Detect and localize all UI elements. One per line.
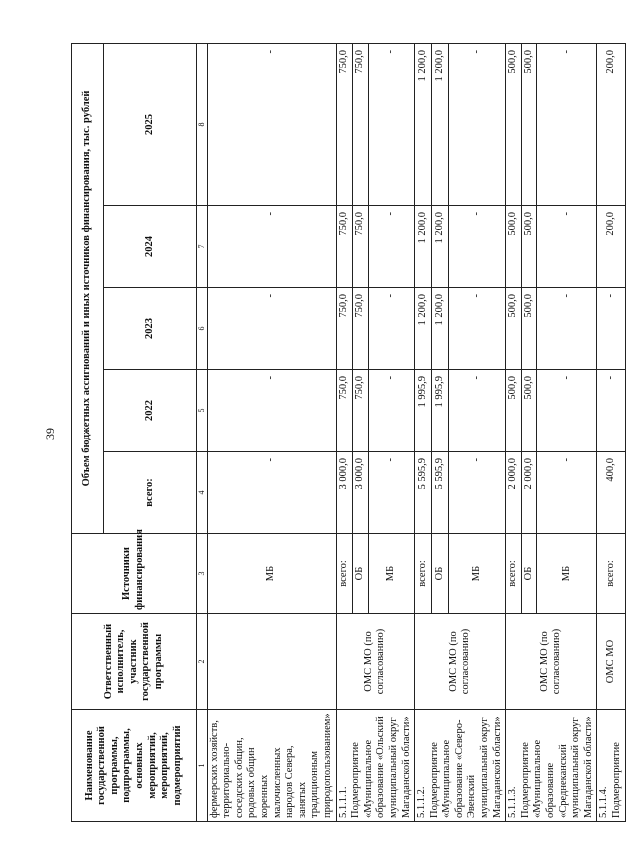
index-cell: 2 [197, 614, 208, 710]
value-cell: - [449, 452, 506, 534]
row-source: МБ [368, 534, 414, 614]
value-cell: 750,0 [352, 288, 368, 370]
row-responsible: ОМС МО (по согласованию) [506, 614, 597, 710]
row-source: всего: [336, 534, 352, 614]
value-cell: - [368, 452, 414, 534]
value-cell: - [368, 370, 414, 452]
value-cell: 500,0 [521, 370, 537, 452]
header-year-2024: 2024 [104, 206, 197, 288]
table-row [506, 43, 522, 821]
header-funding-group: Объем бюджетных ассигнований и иных источников финансирования, тыс. рублей [72, 43, 104, 533]
value-cell: - [537, 370, 597, 452]
value-cell: 500,0 [506, 288, 522, 370]
budget-table-sheet [71, 44, 623, 822]
value-cell: 500,0 [506, 43, 522, 205]
value-cell: - [597, 370, 625, 452]
value-cell: - [449, 288, 506, 370]
index-cell: 6 [197, 288, 208, 370]
value-cell: 1 200,0 [432, 206, 449, 288]
value-cell: 400,0 [597, 452, 625, 534]
value-cell: 3 000,0 [336, 452, 352, 534]
value-cell: - [207, 370, 336, 452]
header-total: всего: [104, 452, 197, 534]
header-year-2025: 2025 [104, 43, 197, 205]
value-cell: 500,0 [506, 370, 522, 452]
value-cell: 750,0 [352, 370, 368, 452]
row-source: ОБ [432, 534, 449, 614]
row-responsible [207, 614, 336, 710]
value-cell: 2 000,0 [506, 452, 522, 534]
value-cell: 750,0 [352, 206, 368, 288]
header-source: Источники финансирования [72, 534, 197, 614]
value-cell: 750,0 [336, 370, 352, 452]
value-cell: - [368, 43, 414, 205]
index-cell: 3 [197, 534, 208, 614]
value-cell: 200,0 [597, 206, 625, 288]
row-responsible: ОМС МО [597, 614, 625, 710]
value-cell: 5 595,9 [415, 452, 432, 534]
value-cell: 500,0 [521, 43, 537, 205]
header-responsible: Ответственный исполнитель, участник государственной программы [72, 614, 197, 710]
value-cell: 1 200,0 [415, 43, 432, 205]
budget-allocation-table [71, 43, 626, 822]
value-cell: - [207, 288, 336, 370]
value-cell: - [537, 452, 597, 534]
row-source: МБ [537, 534, 597, 614]
value-cell: 1 200,0 [415, 206, 432, 288]
index-cell: 7 [197, 206, 208, 288]
value-cell: 1 200,0 [432, 288, 449, 370]
value-cell: - [537, 206, 597, 288]
rotated-table-container [71, 44, 623, 822]
row-name: фермерских хозяйств, территориально-соседских общин, родовых общин коренных малочисленных народов Севера, занятых традиционным природопользованием» [207, 710, 336, 822]
row-source: всего: [415, 534, 432, 614]
row-name: 5.1.1.1. Подмероприятие «Муниципальное образование «Ольский муниципальный округ Магаданской области» [336, 710, 415, 822]
row-source: ОБ [352, 534, 368, 614]
value-cell: - [207, 452, 336, 534]
index-cell: 8 [197, 43, 208, 205]
row-source: ОБ [521, 534, 537, 614]
value-cell: - [449, 43, 506, 205]
value-cell: 750,0 [336, 206, 352, 288]
table-row-continuation [207, 43, 336, 821]
index-cell: 5 [197, 370, 208, 452]
row-responsible: ОМС МО (по согласованию) [415, 614, 506, 710]
value-cell: - [368, 206, 414, 288]
header-year-2023: 2023 [104, 288, 197, 370]
value-cell: 500,0 [506, 206, 522, 288]
value-cell: 750,0 [336, 288, 352, 370]
index-cell: 4 [197, 452, 208, 534]
index-cell: 1 [197, 710, 208, 822]
header-year-2022: 2022 [104, 370, 197, 452]
value-cell: - [207, 43, 336, 205]
value-cell: - [368, 288, 414, 370]
value-cell: 750,0 [336, 43, 352, 205]
row-responsible: ОМС МО (по согласованию) [336, 614, 415, 710]
row-source: МБ [207, 534, 336, 614]
row-name: 5.1.1.3. Подмероприятие «Муниципальное образование «Среднеканский муниципальный округ Магаданской области» [506, 710, 597, 822]
value-cell: - [207, 206, 336, 288]
table-row [336, 43, 352, 821]
value-cell: 5 595,9 [432, 452, 449, 534]
value-cell: 1 200,0 [432, 43, 449, 205]
value-cell: - [537, 43, 597, 205]
value-cell: 2 000,0 [521, 452, 537, 534]
page-number: 39 [43, 428, 57, 440]
value-cell: 750,0 [352, 43, 368, 205]
row-name: 5.1.1.2. Подмероприятие «Муниципальное образование «Северо-Эвенский муниципальный округ Магаданской области» [415, 710, 506, 822]
row-name: 5.1.1.4. Подмероприятие [597, 710, 625, 822]
value-cell: - [449, 206, 506, 288]
value-cell: - [449, 370, 506, 452]
row-source: всего: [597, 534, 625, 614]
table-row [415, 43, 432, 821]
value-cell: 200,0 [597, 43, 625, 205]
value-cell: 500,0 [521, 288, 537, 370]
value-cell: - [537, 288, 597, 370]
row-source: всего: [506, 534, 522, 614]
value-cell: 1 200,0 [415, 288, 432, 370]
value-cell: 1 995,9 [415, 370, 432, 452]
value-cell: 500,0 [521, 206, 537, 288]
value-cell: 3 000,0 [352, 452, 368, 534]
row-source: МБ [449, 534, 506, 614]
value-cell: - [597, 288, 625, 370]
table-row [597, 43, 625, 821]
value-cell: 1 995,9 [432, 370, 449, 452]
header-name: Наименование государственной программы, подпрограммы, основных мероприятий, мероприятий, подмероприятий [72, 710, 197, 822]
